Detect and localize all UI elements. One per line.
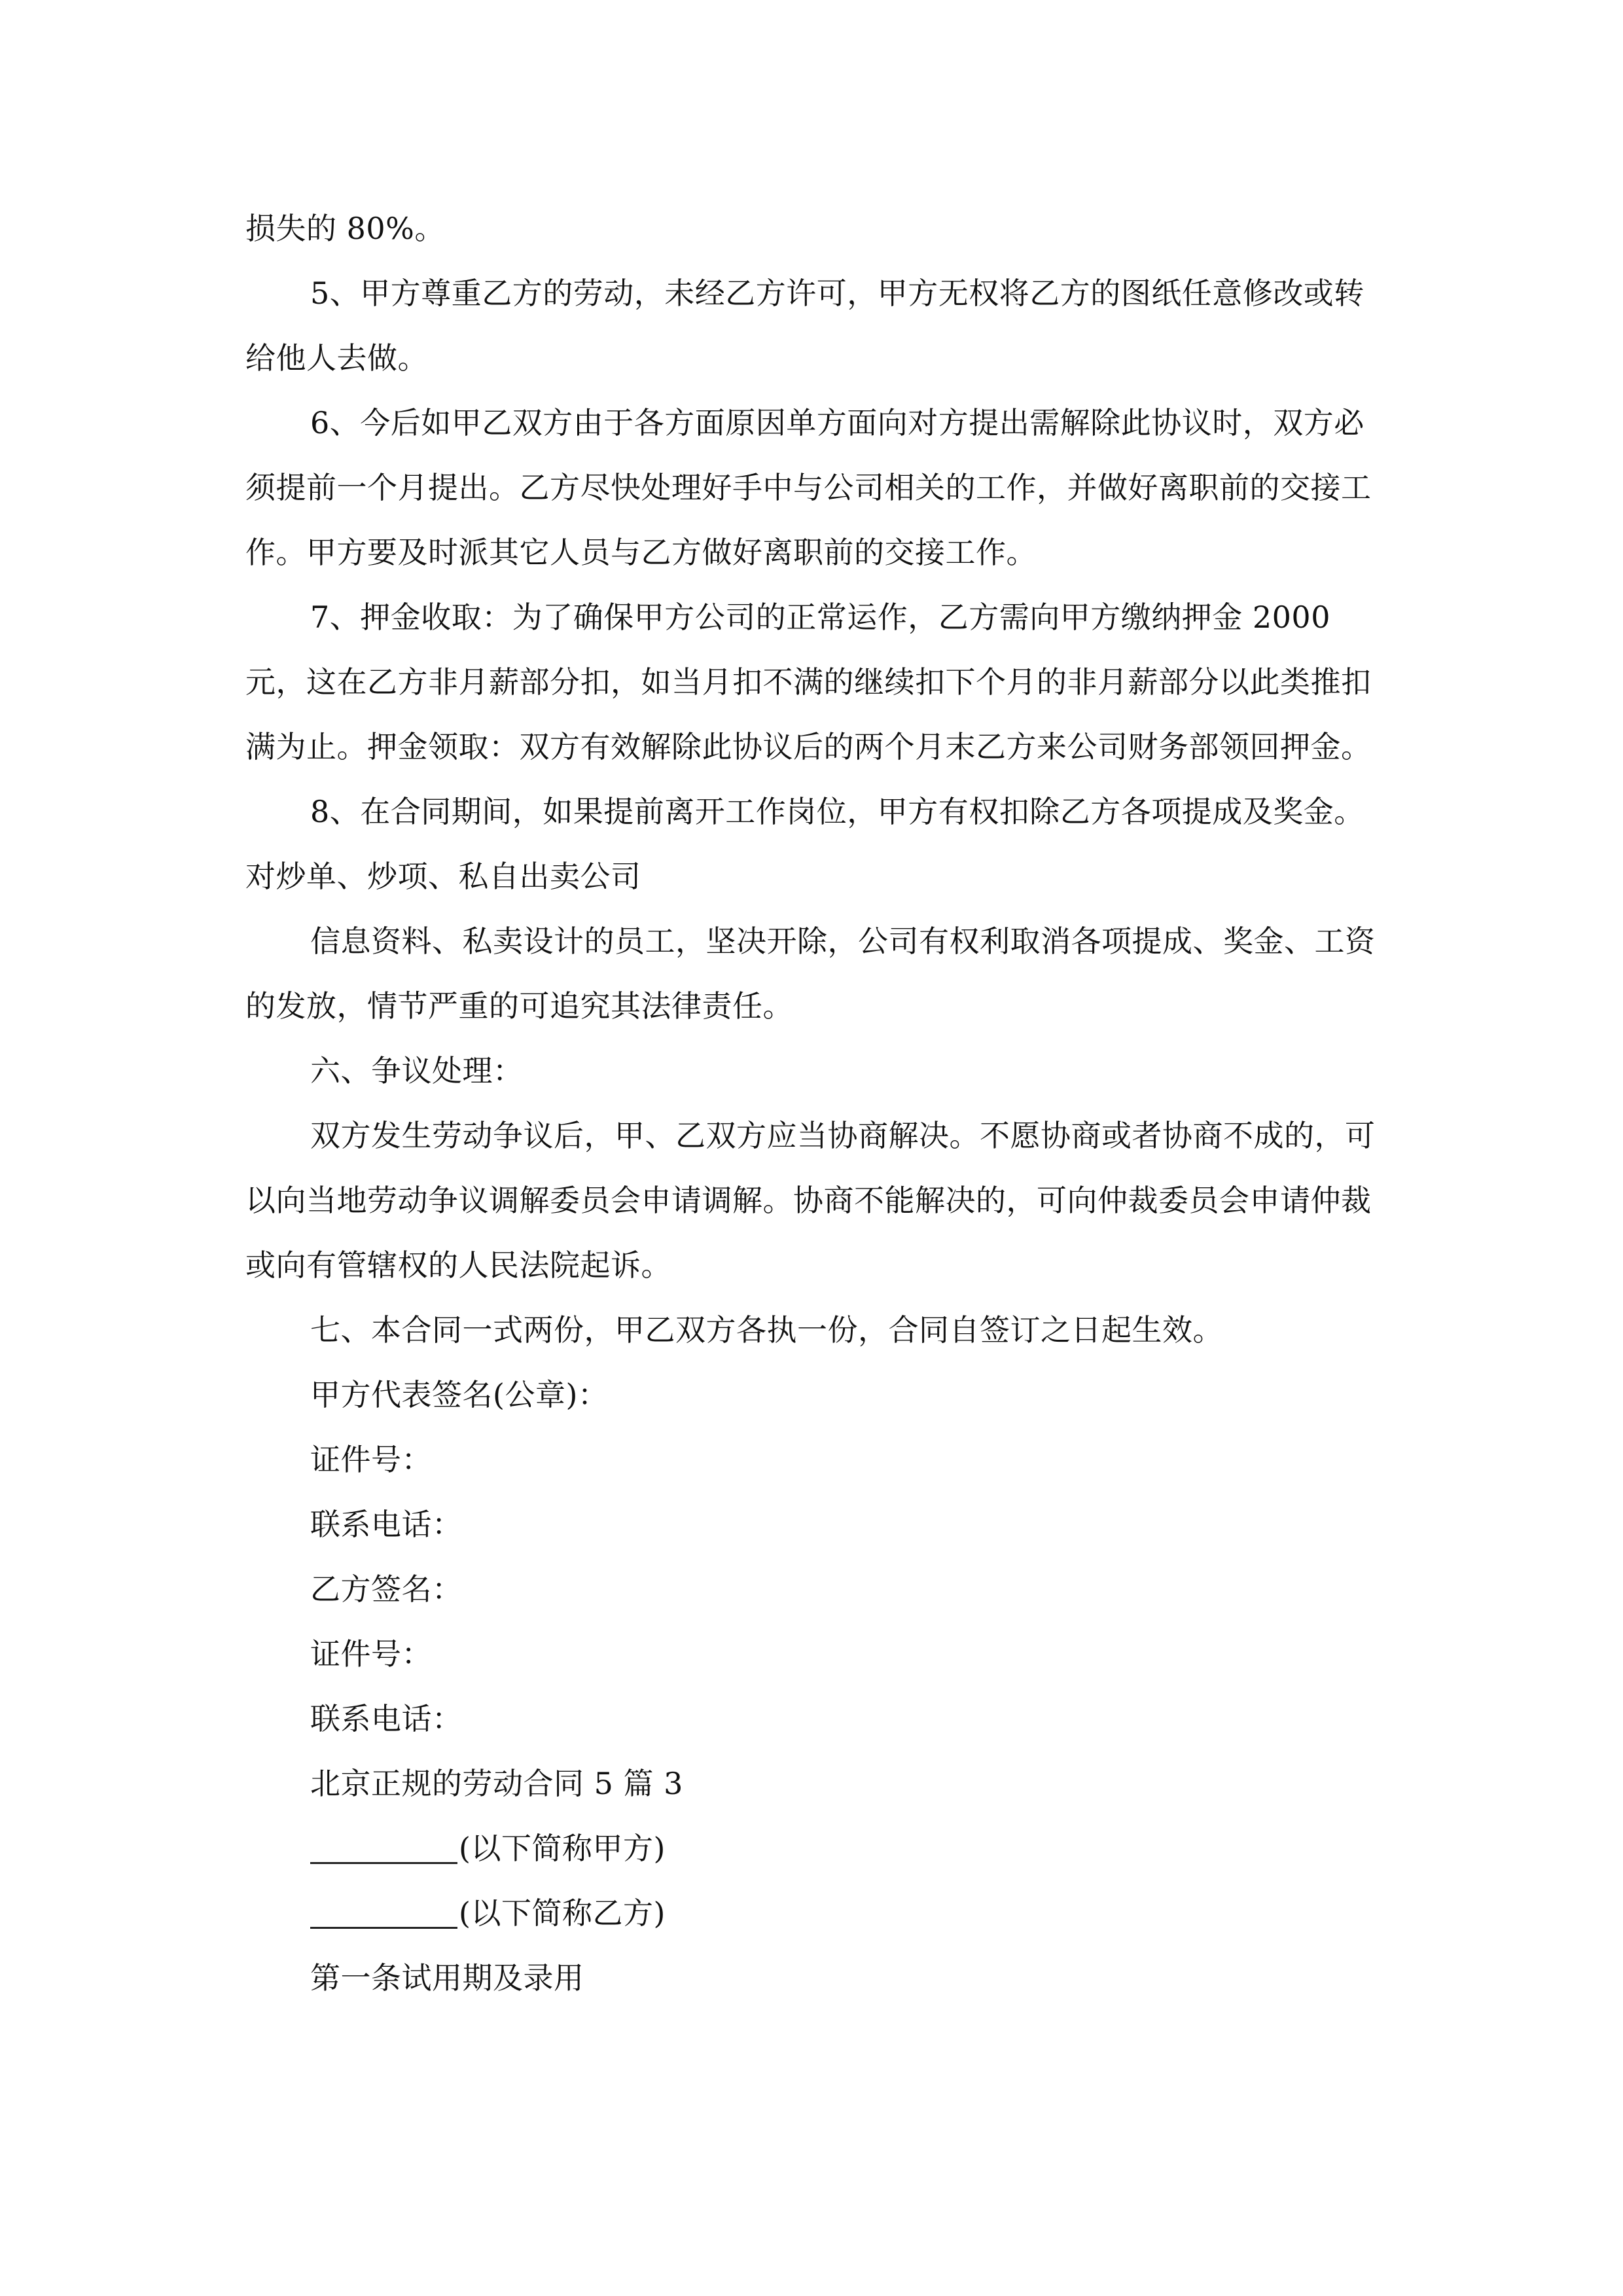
clause-6-termination: 6、今后如甲乙双方由于各方面原因单方面向对方提出需解除此协议时，双方必须提前一个月提出。乙方尽快处理好手中与公司相关的工作，并做好离职前的交接工作。甲方要及时派其它人员与乙方做好离职前的交接工作。 bbox=[245, 405, 1372, 570]
next-contract-title: 北京正规的劳动合同 5 篇 3 bbox=[310, 1766, 683, 1801]
party-b-id-label: 证件号： bbox=[310, 1636, 432, 1672]
party-b-abbreviation: (以下简称乙方) bbox=[459, 1895, 666, 1931]
party-a-signature-label: 甲方代表签名(公章)： bbox=[310, 1377, 609, 1412]
party-a-phone-label: 联系电话： bbox=[310, 1507, 463, 1542]
party-b-signature-label: 乙方签名： bbox=[310, 1571, 463, 1607]
party-a-abbreviation: (以下简称甲方) bbox=[459, 1831, 666, 1866]
clause-7-deposit: 7、押金收取：为了确保甲方公司的正常运作，乙方需向甲方缴纳押金 2000 元，这在乙方非月薪部分扣，如当月扣不满的继续扣下个月的非月薪部分以此类推扣满为止。押金领取：双方有效解除此协议后的两个月末乙方来公司财务部领回押金。 bbox=[245, 600, 1372, 764]
dispute-resolution-text: 双方发生劳动争议后，甲、乙双方应当协商解决。不愿协商或者协商不成的，可以向当地劳动争议调解委员会申请调解。协商不能解决的，可向仲裁委员会申请仲裁或向有管辖权的人民法院起诉。 bbox=[245, 1118, 1376, 1283]
party-a-id-label: 证件号： bbox=[310, 1442, 432, 1477]
paragraph-loss-ratio: 损失的 80%。 bbox=[245, 211, 445, 246]
section-7-effectiveness: 七、本合同一式两份，甲乙双方各执一份，合同自签订之日起生效。 bbox=[310, 1312, 1223, 1348]
clause-5-respect-labor: 5、甲方尊重乙方的劳动，未经乙方许可，甲方无权将乙方的图纸任意修改或转给他人去做。 bbox=[245, 276, 1364, 376]
clause-8-early-leave: 8、在合同期间，如果提前离开工作岗位，甲方有权扣除乙方各项提成及奖金。对炒单、炒项、私自出卖公司 bbox=[245, 794, 1364, 894]
party-a-name-blank bbox=[310, 1825, 457, 1864]
party-b-phone-label: 联系电话： bbox=[310, 1701, 463, 1736]
party-b-name-blank bbox=[310, 1890, 457, 1929]
party-a-blank-line bbox=[245, 1816, 1381, 1881]
clause-8-dismissal: 信息资料、私卖设计的员工，坚决开除，公司有权利取消各项提成、奖金、工资的发放，情节严重的可追究其法律责任。 bbox=[245, 924, 1376, 1024]
party-b-blank-line bbox=[245, 1881, 1381, 1946]
document-body bbox=[245, 196, 1381, 2011]
section-6-heading: 六、争议处理： bbox=[310, 1053, 524, 1088]
article-one-heading: 第一条试用期及录用 bbox=[310, 1960, 584, 1996]
